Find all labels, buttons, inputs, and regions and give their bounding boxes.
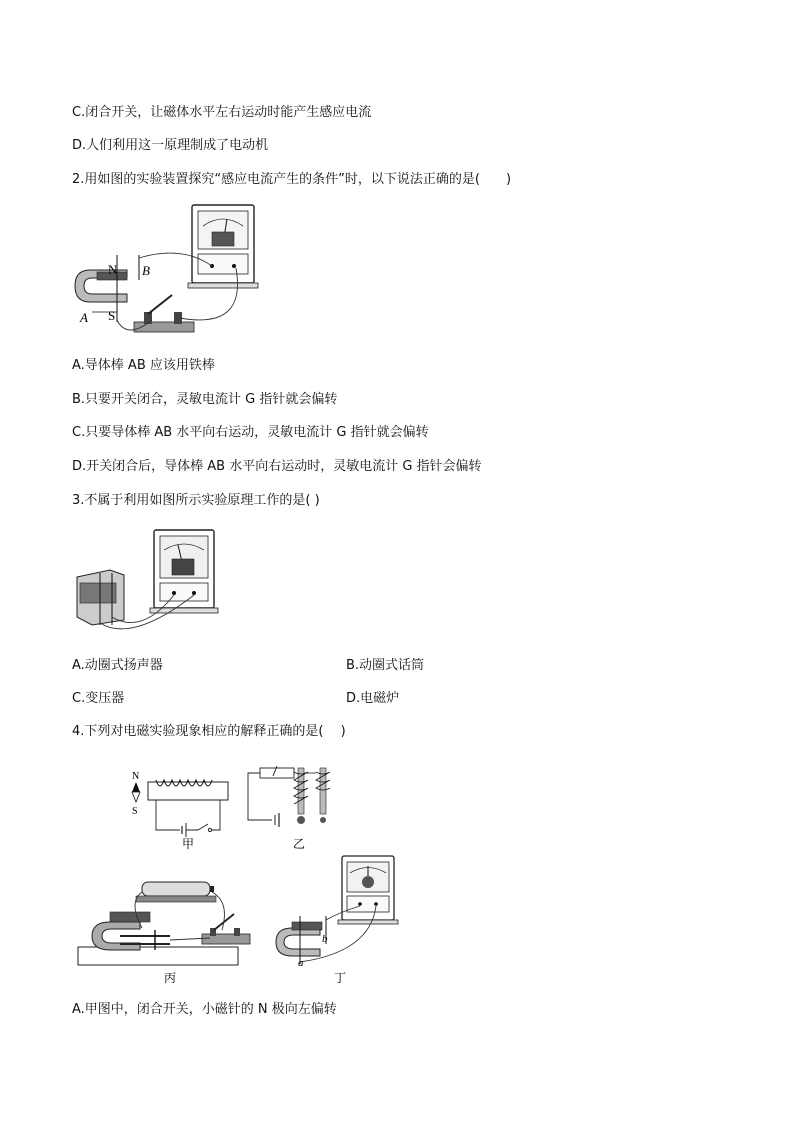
q3-option-b: B.动圈式话筒 [346, 658, 425, 673]
q2-option-d: D.开关闭合后，导体棒 AB 水平向右运动时，灵敏电流计 G 指针会偏转 [72, 459, 482, 474]
label-s: S [108, 308, 116, 323]
q2-option-c: C.只要导体棒 AB 水平向右运动，灵敏电流计 G 指针就会偏转 [72, 425, 429, 440]
q2-option-b: B.只要开关闭合，灵敏电流计 G 指针就会偏转 [72, 392, 338, 407]
q3-stem: 3.不属于利用如图所示实验原理工作的是( ) [72, 493, 320, 508]
q4-figure [70, 752, 410, 992]
label-jia: 甲 [182, 837, 195, 851]
label-yi: 乙 [293, 837, 306, 851]
galvanometer-icon [150, 530, 218, 613]
q3-figure [72, 525, 222, 643]
q2-figure [72, 200, 272, 345]
label-compass-s: S [132, 806, 138, 817]
label-n: N [108, 262, 118, 277]
q3-option-a: A.动圈式扬声器 [72, 658, 163, 673]
q1-option-d: D.人们利用这一原理制成了电动机 [72, 138, 269, 153]
label-ding: 丁 [334, 971, 347, 985]
q3-option-d: D.电磁炉 [346, 691, 400, 706]
battery-icon [136, 882, 216, 902]
electromagnet-icon [248, 766, 330, 827]
compass-needle-icon [132, 782, 140, 802]
label-bing: 丙 [164, 971, 177, 985]
q1-option-c: C.闭合开关，让磁体水平左右运动时能产生感应电流 [72, 105, 372, 120]
solenoid-icon [148, 780, 228, 837]
galvanometer-icon [338, 856, 398, 924]
q4-stem: 4.下列对电磁实验现象相应的解释正确的是( ) [72, 724, 346, 739]
galvanometer-icon [188, 205, 258, 288]
q4-option-a: A.甲图中，闭合开关，小磁针的 N 极向左偏转 [72, 1002, 337, 1017]
q2-option-a: A.导体棒 AB 应该用铁棒 [72, 358, 215, 373]
label-a: A [80, 310, 88, 325]
label-b: B [142, 263, 150, 278]
label-compass-n: N [132, 771, 140, 782]
q2-stem: 2.用如图的实验装置探究“感应电流产生的条件”时，以下说法正确的是( ) [72, 172, 512, 187]
knife-switch-icon [202, 914, 250, 944]
label-a-lower: a [298, 957, 304, 969]
magnet-block-icon [77, 570, 124, 625]
label-b-lower: b [322, 933, 328, 945]
q3-option-c: C.变压器 [72, 691, 125, 706]
